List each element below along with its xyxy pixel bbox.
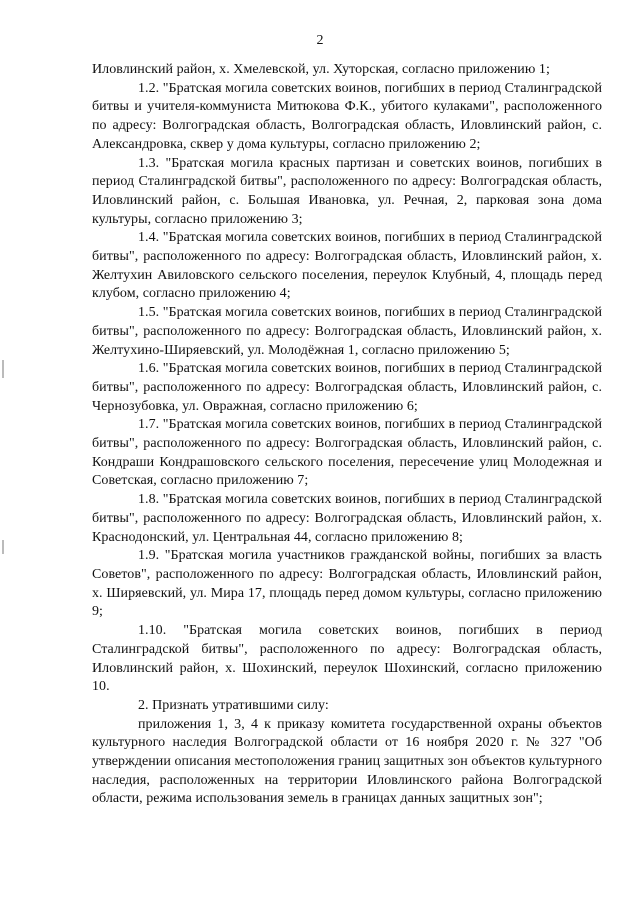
- paragraph-item-1-9: 1.9. "Братская могила участников гражданской войны, погибших за власть Советов", расположенного по адресу: Волгоградская область, Иловлинский район, х. Ширяевский, ул. Мира 17, площадь перед домом культуры, согласно приложению 9;: [92, 548, 602, 620]
- paragraph-item-1-6: 1.6. "Братская могила советских воинов, погибших в период Сталинградской битвы", расположенного по адресу: Волгоградская область, Иловлинский район, с. Чернозубовка, ул. Овражная, согласно приложению 6;: [92, 361, 602, 414]
- paragraph-continuation: Иловлинский район, х. Хмелевской, ул. Хуторская, согласно приложению 1;: [92, 62, 550, 77]
- paragraph-item-1-7: 1.7. "Братская могила советских воинов, погибших в период Сталинградской битвы", расположенного по адресу: Волгоградская область, Иловлинский район, с. Кондраши Кондрашовского сельского поселения, пересечение улиц Молодежная и Советская, согласно приложению 7;: [92, 417, 602, 489]
- paragraph-repeal-text: приложения 1, 3, 4 к приказу комитета государственной охраны объектов культурного наследия Волгоградской области от 16 ноября 2020 г. № 327 "Об утверждении описания местоположения границ защитных зон объектов культурного наследия, расположенных на территории Иловлинского района Волгоградской области, режима использования земель в границах данных защитных зон";: [92, 716, 602, 807]
- paragraph-item-2: 2. Признать утратившими силу:: [138, 697, 329, 713]
- page-number: 2: [316, 33, 324, 48]
- scan-edge-mark: [2, 360, 4, 378]
- paragraph-item-1-2: 1.2. "Братская могила советских воинов, погибших в период Сталинградской битвы и учителя-коммуниста Митюкова Ф.К., убитого кулаками", расположенного по адресу: Волгоградская область, Волгоградская область, Иловлинский район, с. Александровка, сквер у дома культуры, согласно приложению 2;: [92, 80, 602, 152]
- paragraph-item-1-3: 1.3. "Братская могила красных партизан и советских воинов, погибших в период Сталинградской битвы", расположенного по адресу: Волгоградская область, Иловлинский район, с. Большая Ивановка, ул. Речная, 2, парковая зона дома культуры, согласно приложению 3;: [92, 155, 602, 227]
- paragraph-item-1-8: 1.8. "Братская могила советских воинов, погибших в период Сталинградской битвы", расположенного по адресу: Волгоградская область, Иловлинский район, х. Краснодонский, ул. Центральная 44, согласно приложению 8;: [92, 492, 602, 545]
- scan-edge-mark: [2, 540, 4, 554]
- document-body: [92, 61, 602, 809]
- paragraph-item-1-10: 1.10. "Братская могила советских воинов, погибших в период Сталинградской битвы", расположенного по адресу: Волгоградская область, Иловлинский район, х. Шохинский, переулок Шохинский, согласно приложению 10.: [92, 623, 602, 695]
- paragraph-item-1-5: 1.5. "Братская могила советских воинов, погибших в период Сталинградской битвы", расположенного по адресу: Волгоградская область, Иловлинский район, х. Желтухино-Ширяевский, ул. Молодёжная 1, согласно приложению 5;: [92, 305, 602, 358]
- paragraph-item-1-4: 1.4. "Братская могила советских воинов, погибших в период Сталинградской битвы", расположенного по адресу: Волгоградская область, Иловлинский район, х. Желтухин Авиловского сельского поселения, переулок Клубный, 4, площадь перед клубом, согласно приложению 4;: [92, 230, 602, 302]
